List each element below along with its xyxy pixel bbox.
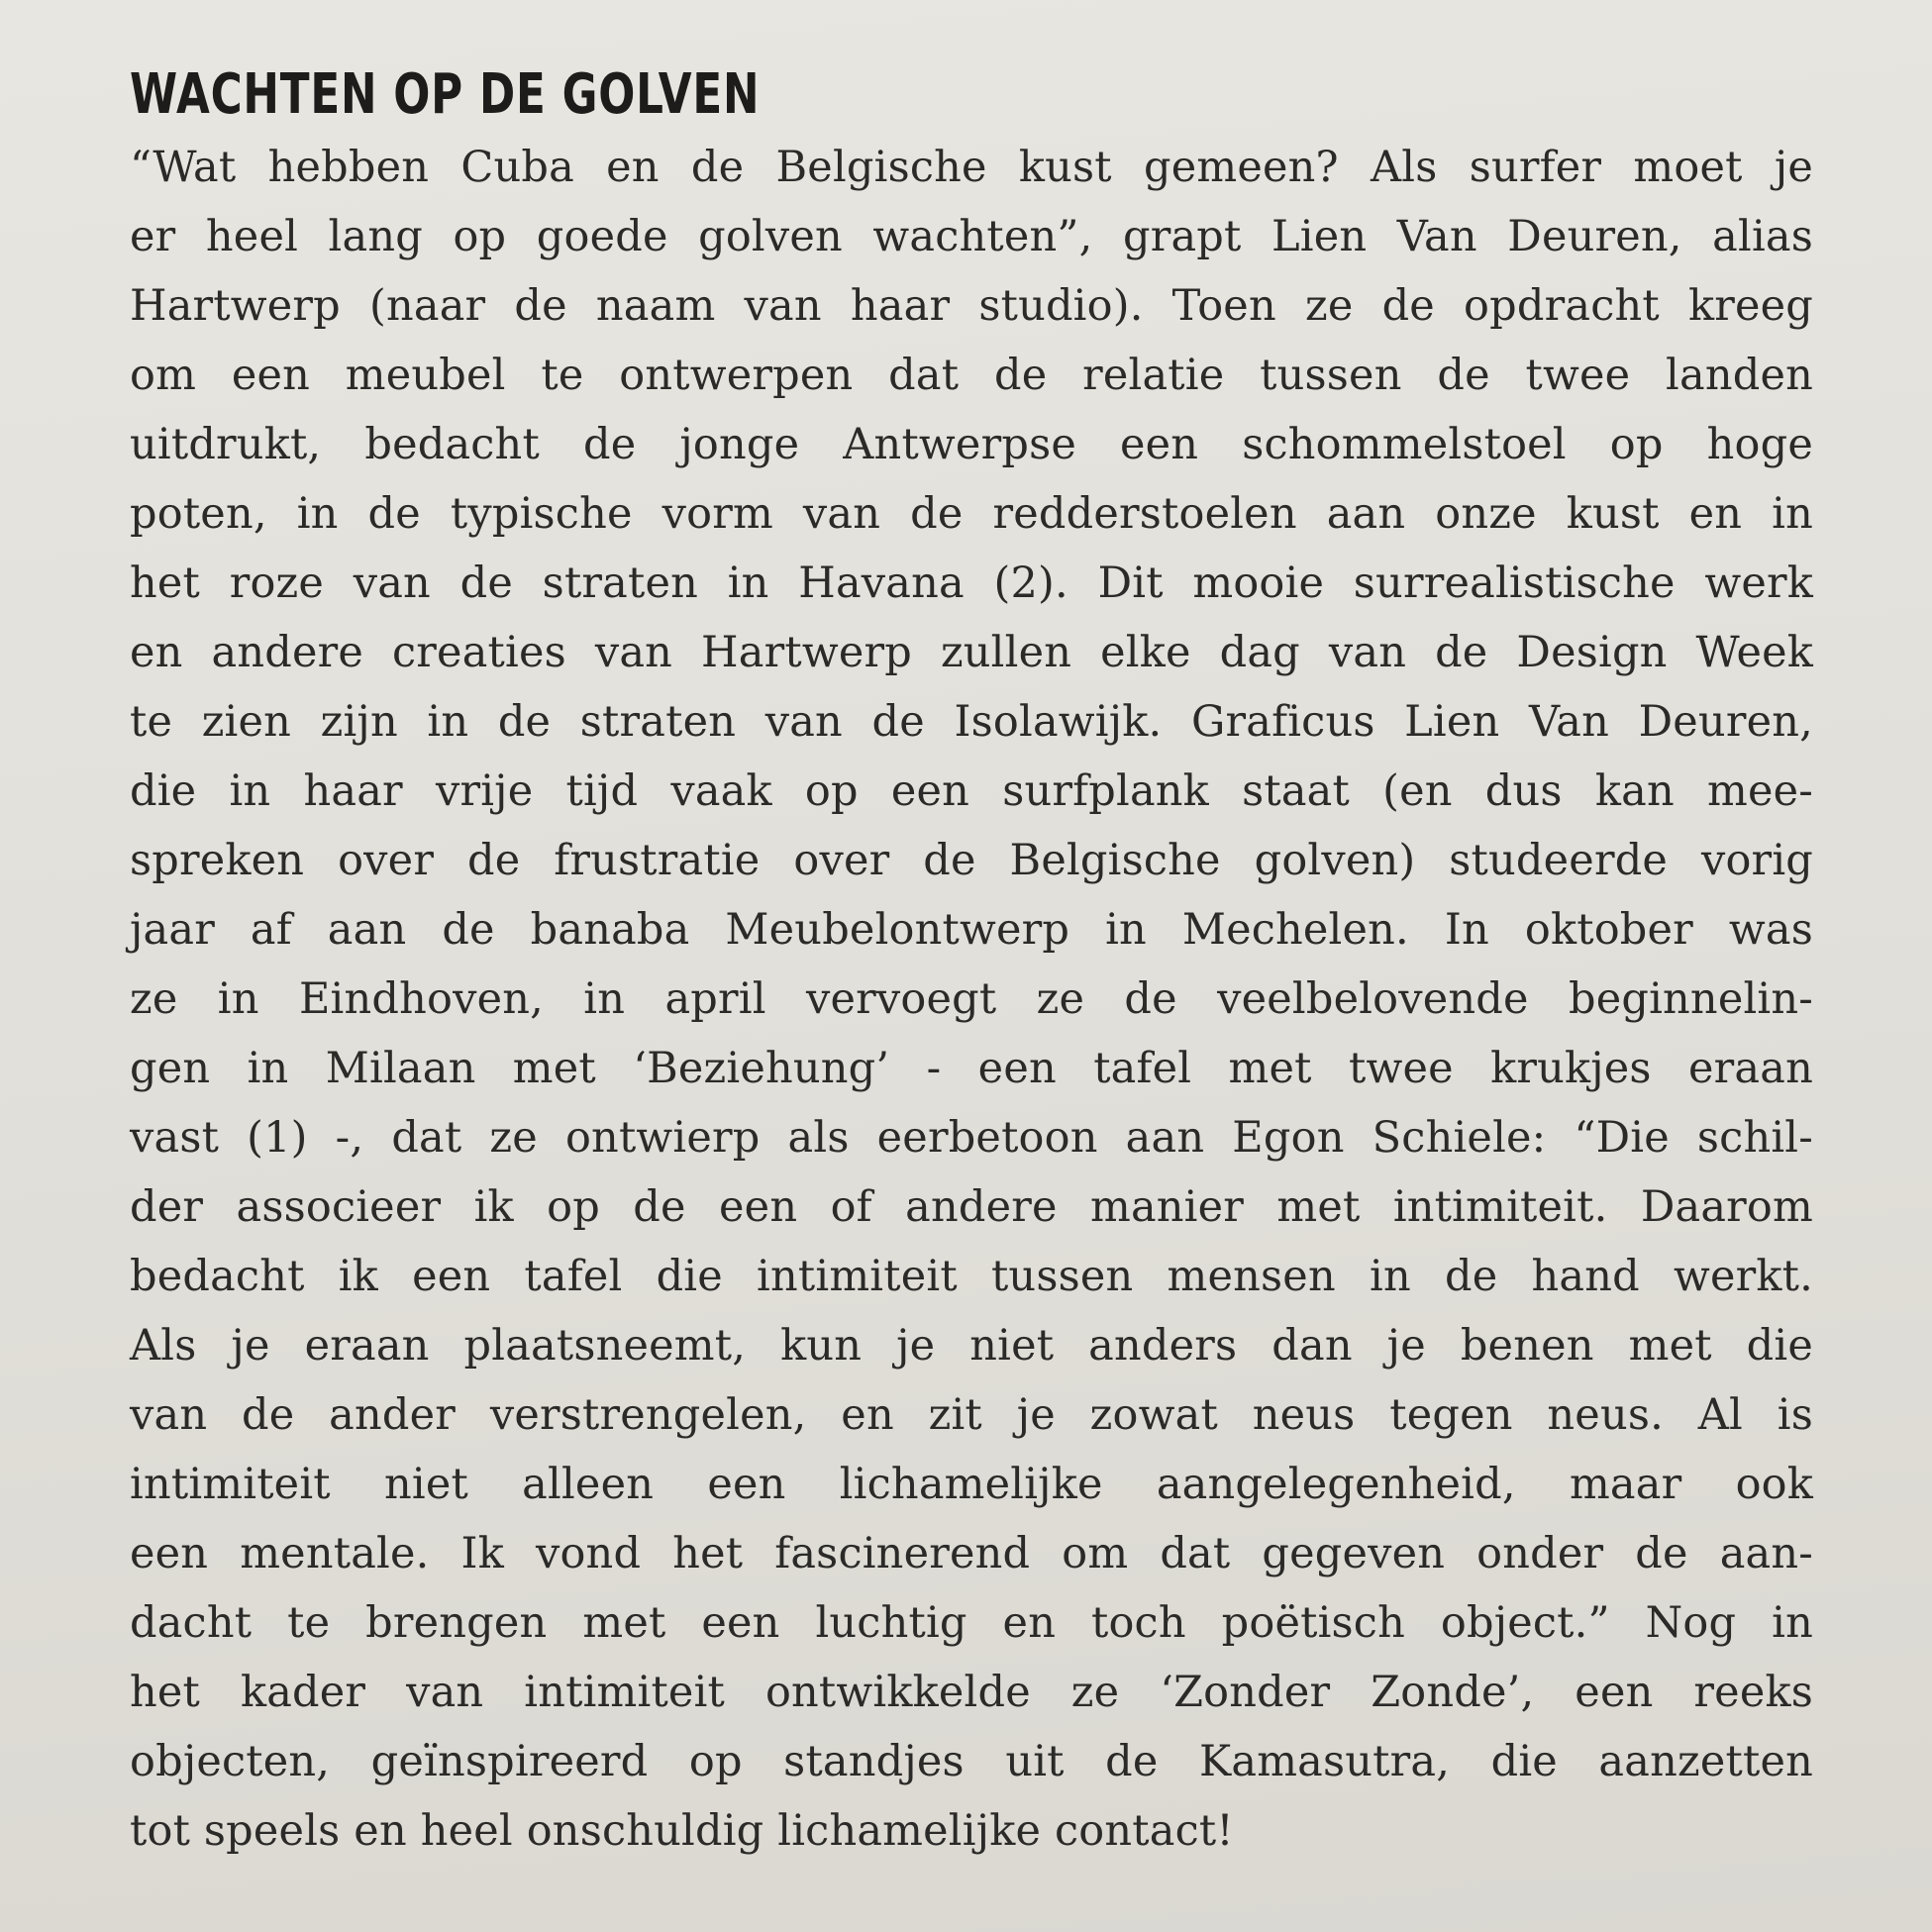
body-line-10: die in haar vrije tijd vaak op een surfplank staat (en dus kan mee-: [130, 766, 1813, 816]
body-line-18: Als je eraan plaatsneemt, kun je niet anders dan je benen met die: [130, 1321, 1813, 1371]
body-line-11: spreken over de frustratie over de Belgische golven) studeerde vorig: [130, 836, 1813, 885]
body-line-13: ze in Eindhoven, in april vervoegt ze de veelbelovende beginnelin-: [130, 974, 1813, 1024]
article-page: [130, 59, 1813, 1862]
body-line-22: dacht te brengen met een luchtig en toch poëtisch object.” Nog in: [130, 1598, 1813, 1648]
body-line-4: om een meubel te ontwerpen dat de relatie tussen de twee landen: [130, 351, 1813, 400]
body-line-23: het kader van intimiteit ontwikkelde ze ‘Zonder Zonde’, een reeks: [130, 1668, 1813, 1717]
body-line-19: van de ander verstrengelen, en zit je zowat neus tegen neus. Al is: [130, 1390, 1813, 1440]
body-line-24: objecten, geïnspireerd op standjes uit de Kamasutra, die aanzetten: [130, 1737, 1813, 1786]
body-line-12: jaar af aan de banaba Meubelontwerp in Mechelen. In oktober was: [130, 905, 1813, 955]
body-line-1: “Wat hebben Cuba en de Belgische kust gemeen? Als surfer moet je: [130, 143, 1813, 192]
article-title: WACHTEN OP DE GOLVEN: [130, 62, 761, 127]
body-line-14: gen in Milaan met ‘Beziehung’ - een tafel met twee krukjes eraan: [130, 1044, 1813, 1093]
body-line-21: een mentale. Ik vond het fascinerend om dat gegeven onder de aan-: [130, 1529, 1813, 1578]
body-line-9: te zien zijn in de straten van de Isolawijk. Graficus Lien Van Deuren,: [130, 697, 1813, 747]
body-line-3: Hartwerp (naar de naam van haar studio). Toen ze de opdracht kreeg: [130, 281, 1813, 331]
body-line-16: der associeer ik op de een of andere manier met intimiteit. Daarom: [130, 1182, 1813, 1232]
body-line-6: poten, in de typische vorm van de redderstoelen aan onze kust en in: [130, 489, 1813, 539]
body-line-5: uitdrukt, bedacht de jonge Antwerpse een schommelstoel op hoge: [130, 420, 1813, 469]
body-line-8: en andere creaties van Hartwerp zullen elke dag van de Design Week: [130, 628, 1813, 677]
body-line-2: er heel lang op goede golven wachten”, grapt Lien Van Deuren, alias: [130, 212, 1813, 261]
body-line-17: bedacht ik een tafel die intimiteit tussen mensen in de hand werkt.: [130, 1252, 1813, 1301]
body-line-25: tot speels en heel onschuldig lichamelijke contact!: [130, 1806, 1234, 1856]
body-line-7: het roze van de straten in Havana (2). Dit mooie surrealistische werk: [130, 559, 1813, 608]
body-line-15: vast (1) -, dat ze ontwierp als eerbetoon aan Egon Schiele: “Die schil-: [130, 1113, 1813, 1163]
article-body: [130, 133, 1813, 1866]
body-line-20: intimiteit niet alleen een lichamelijke aangelegenheid, maar ook: [130, 1460, 1813, 1509]
